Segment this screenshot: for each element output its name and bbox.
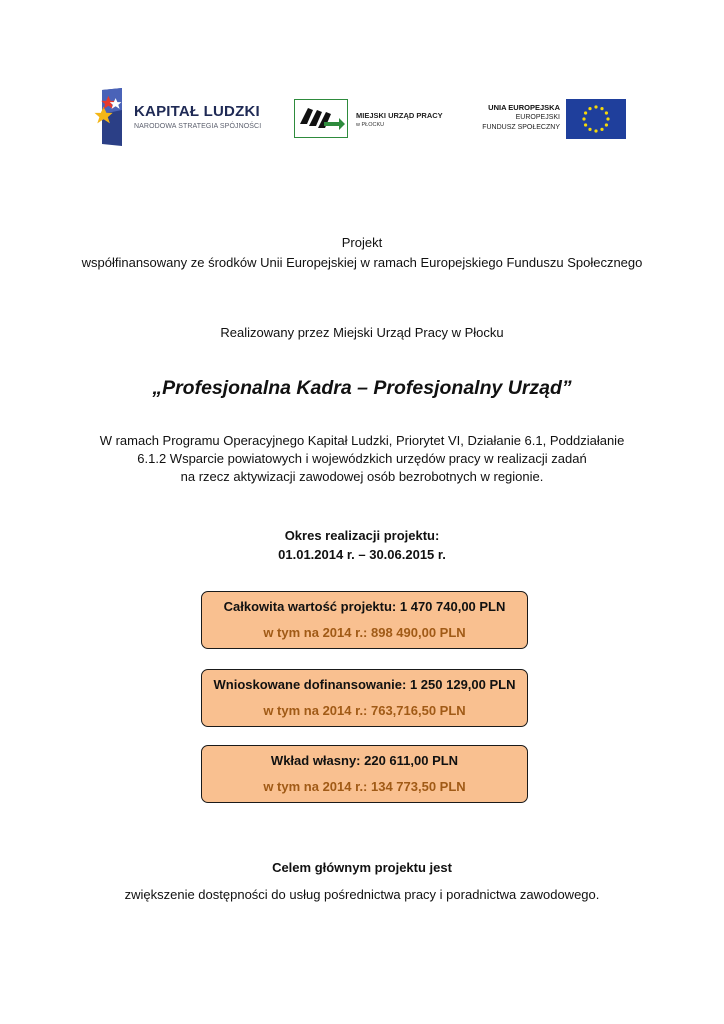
period-value: 01.01.2014 r. – 30.06.2015 r. <box>278 547 446 562</box>
mup-logo <box>294 99 464 141</box>
ue-logo-text <box>470 103 560 133</box>
project-title: „Profesjonalna Kadra – Profesjonalny Urząd” <box>152 377 572 399</box>
kapital-ludzki-logo <box>92 88 272 148</box>
eu-flag-icon <box>566 99 626 139</box>
own-contribution-text: Wkład własny: 220 611,00 PLN <box>270 753 459 768</box>
period-label: Okres realizacji projektu: <box>284 528 440 543</box>
program-line-3: na rzecz aktywizacji zawodowej osób bezrobotnych w regionie. <box>180 469 544 484</box>
ue-title: UNIA EUROPEJSKA <box>488 103 560 112</box>
ue-fund-line-2: FUNDUSZ SPOŁECZNY <box>482 124 560 131</box>
kapital-ludzki-emblem-icon <box>92 88 132 148</box>
mup-arrows-icon <box>295 100 346 136</box>
program-line-2: 6.1.2 Wsparcie powiatowych i wojewódzkich urzędów pracy w realizacji zadań <box>137 451 587 466</box>
mup-emblem <box>294 99 348 138</box>
mup-subtitle: w PŁOCKU <box>356 122 385 128</box>
own-contribution-2014: w tym na 2014 r.: 134 773,50 PLN <box>263 779 466 794</box>
cofinancing-box <box>201 669 528 727</box>
kapital-ludzki-title: KAPITAŁ LUDZKI <box>134 103 260 120</box>
cofinancing-text: Wnioskowane dofinansowanie: 1 250 129,00 PLN <box>213 677 516 692</box>
cofinancing-2014: w tym na 2014 r.: 763,716,50 PLN <box>263 703 466 718</box>
own-contribution-box <box>201 745 528 803</box>
header-cofinanced: współfinansowany ze środków Unii Europejskiej w ramach Europejskiego Funduszu Społecznego <box>81 255 643 270</box>
kapital-ludzki-subtitle: NARODOWA STRATEGIA SPÓJNOŚCI <box>134 123 262 130</box>
goal-label: Celem głównym projektu jest <box>272 860 452 875</box>
mup-title: MIEJSKI URZĄD PRACY <box>356 111 443 120</box>
total-value-text: Całkowita wartość projektu: 1 470 740,00 PLN <box>223 599 506 614</box>
realizer-line: Realizowany przez Miejski Urząd Pracy w Płocku <box>220 325 504 340</box>
total-value-box <box>201 591 528 649</box>
ue-fund-line: EUROPEJSKI <box>515 114 560 121</box>
header-project: Projekt <box>341 235 383 250</box>
total-value-2014: w tym na 2014 r.: 898 490,00 PLN <box>263 625 466 640</box>
program-line-1: W ramach Programu Operacyjnego Kapitał Ludzki, Priorytet VI, Działanie 6.1, Poddziałanie <box>99 433 625 448</box>
goal-text: zwiększenie dostępności do usług pośrednictwa pracy i poradnictwa zawodowego. <box>124 887 600 902</box>
